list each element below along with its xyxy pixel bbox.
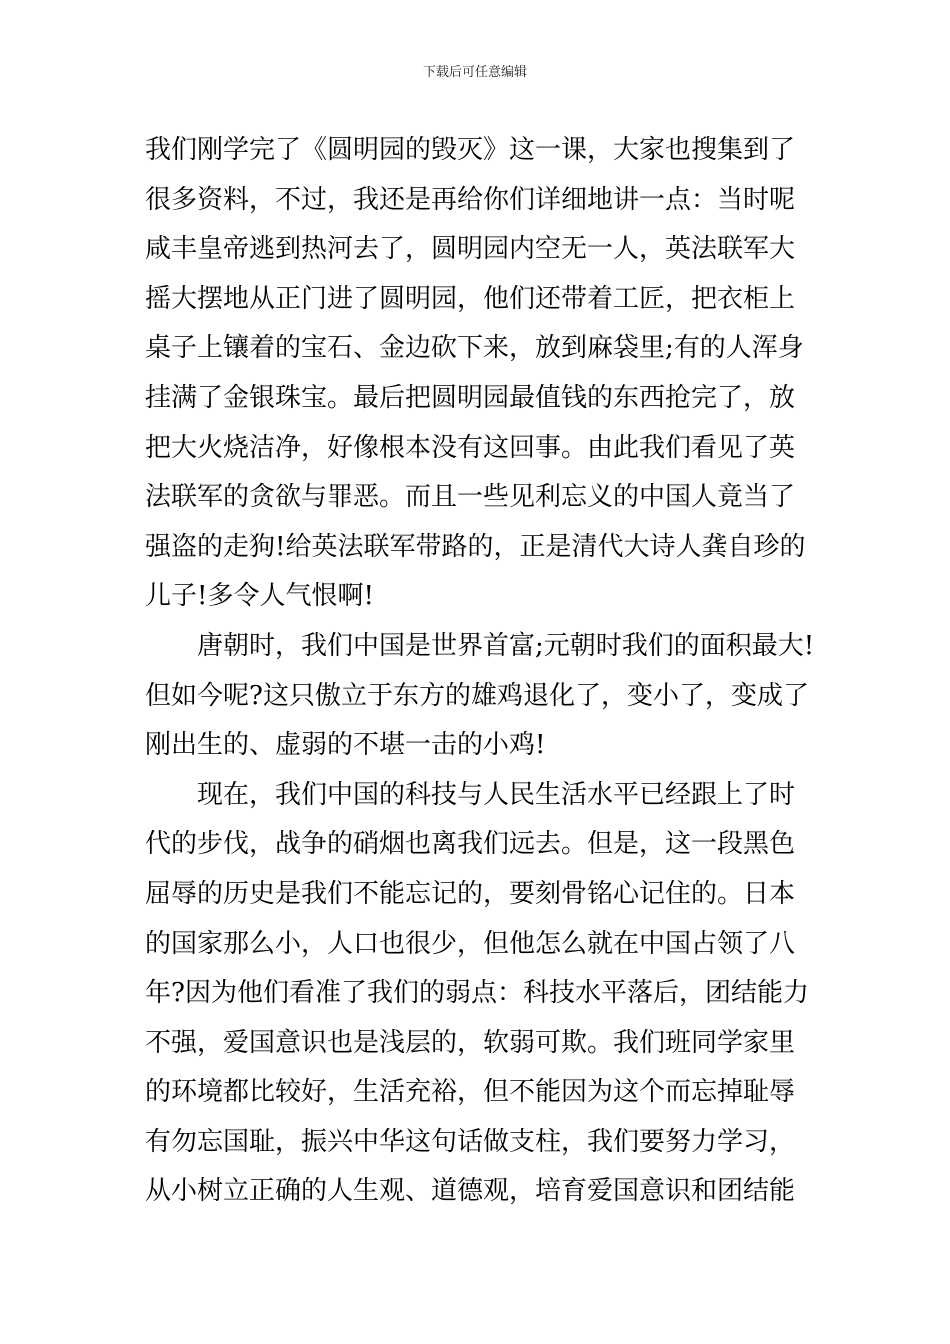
text-line: 儿子!多令人气恨啊! [145,581,374,612]
page-header: 下载后可任意编辑 [422,65,527,80]
text-line: 把大火烧洁净，好像根本没有这回事。由此我们看见了英 [145,432,796,463]
paragraph-2 [145,622,815,771]
paragraph-3 [145,771,815,1217]
text-line: 有勿忘国耻，振兴中华这句话做支柱，我们要努力学习， [145,1126,796,1157]
text-line: 的国家那么小，人口也很少，但他怎么就在中国占领了八 [145,928,796,959]
text-line: 挂满了金银珠宝。最后把圆明园最值钱的东西抢完了，放 [145,382,796,413]
text-line: 代的步伐，战争的硝烟也离我们远去。但是，这一段黑色 [145,829,796,860]
text-line: 唐朝时，我们中国是世界首富;元朝时我们的面积最大! [197,630,815,661]
text-line: 摇大摆地从正门进了圆明园，他们还带着工匠，把衣柜上 [145,283,796,314]
text-line: 年?因为他们看准了我们的弱点：科技水平落后，团结能力 [145,978,809,1009]
text-line: 桌子上镶着的宝石、金边砍下来，放到麻袋里;有的人浑身 [145,333,804,364]
text-line: 现在，我们中国的科技与人民生活水平已经跟上了时 [197,779,796,810]
document-body [145,126,815,1217]
text-line: 从小树立正确的人生观、道德观，培育爱国意识和团结能 [145,1176,796,1207]
text-line: 法联军的贪欲与罪恶。而且一些见利忘义的中国人竟当了 [145,482,796,513]
text-line: 我们刚学完了《圆明园的毁灭》这一课，大家也搜集到了 [145,135,796,165]
text-line: 很多资料，不过，我还是再给你们详细地讲一点：当时呢 [145,184,796,215]
text-line: 强盗的走狗!给英法联军带路的，正是清代大诗人龚自珍的 [145,531,806,562]
text-line: 但如今呢?这只傲立于东方的雄鸡退化了，变小了，变成了 [145,680,809,711]
text-line: 的环境都比较好，生活充裕，但不能因为这个而忘掉耻辱 [145,1077,796,1108]
paragraph-1 [145,126,815,622]
text-line: 不强，爱国意识也是浅层的，软弱可欺。我们班同学家里 [145,1027,796,1058]
text-line: 刚出生的、虚弱的不堪一击的小鸡! [145,730,546,761]
text-line: 咸丰皇帝逃到热河去了，圆明园内空无一人，英法联军大 [145,234,796,265]
text-line: 屈辱的历史是我们不能忘记的，要刻骨铭心记住的。日本 [145,878,796,909]
